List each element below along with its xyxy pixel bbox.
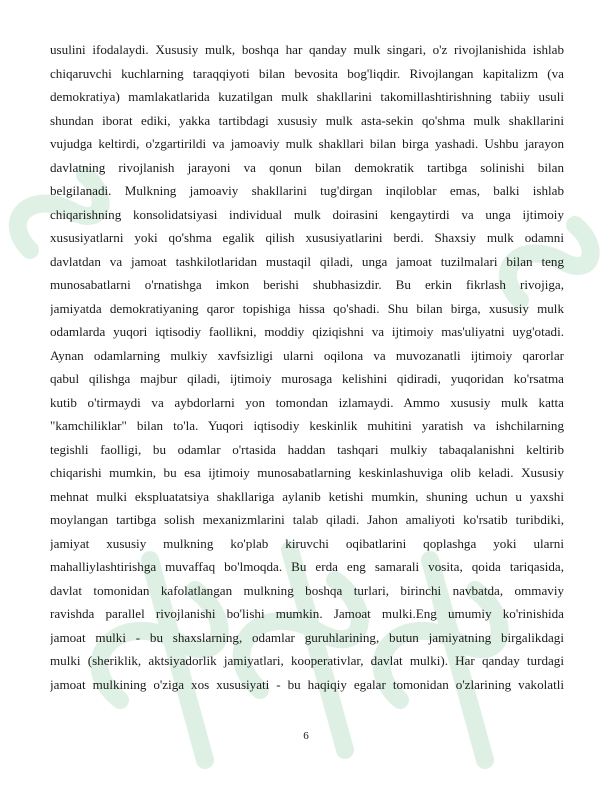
text-line: odamlarda yuqori iqtisodiy faollikni, moddiy qiziqishni va ijtimoiy mas'uliyatni uyg'otadi. <box>50 324 564 339</box>
text-line: davlat tomonidan kafolatlangan mulkning boshqa turlari, birinchi navbatda, ommaviy <box>50 582 564 598</box>
text-line: chiqarishning konsolidatsiyasi individual mulk doirasini kengaytirdi va unga ijtimoiy <box>50 206 564 222</box>
text-line: chiqarishi mumkin, bu esa ijtimoiy munosabatlarning keskinlashuviga olib keladi. Xususiy <box>50 465 564 480</box>
text-line: kutib o'tirmaydi va aybdorlarni yon tomondan izlamaydi. Ammo xususiy mulk katta <box>50 394 564 410</box>
text-line: belgilanadi. Mulkning jamoaviy shakllarini tug'dirgan inqiloblar emas, balki ishlab <box>50 183 564 198</box>
text-line: mulki (sheriklik, aktsiyadorlik jamiyatlari, kooperativlar, davlat mulki). Har qanday turdagi <box>50 653 564 668</box>
page-number: 6 <box>303 730 309 742</box>
text-line: jamoat mulkining o'ziga xos xususiyati - bu haqiqiy egalar tomonidan o'zlarining vakolatli <box>50 676 564 692</box>
text-line: demokratiya) mamlakatlarida kuzatilgan mulk shakllarini takomillashtirishning tabiiy usuli <box>50 89 564 104</box>
text-line: munosabatlarni o'rnatishga imkon berishi shubhasizdir. Bu erkin fikrlash rivojiga, <box>50 277 564 292</box>
body-text <box>50 38 564 696</box>
text-line: davlatning rivojlanish jarayoni va qonun bilan demokratik tartibga solinishi bilan <box>50 159 564 175</box>
text-line: xususiyatlarni yoki qo'shma egalik qilish xususiyatlarini berdi. Shaxsiy mulk odamni <box>50 230 564 245</box>
text-line: moylangan tartibga solish mexanizmlarini talab qiladi. Jahon amaliyoti ko'rsatib turibdiki, <box>50 512 564 527</box>
text-line: mahalliylashtirishga muvaffaq bo'lmoqda. Bu erda eng samarali vosita, qoida tariqasida, <box>50 559 564 574</box>
text-line: qabul qilishga majbur qiladi, ijtimoiy murosaga kelishini qidiradi, yuqoridan ko'rsatma <box>50 371 564 386</box>
text-line: tegishli faolligi, bu odamlar o'rtasida haddan tashqari mulkiy tabaqalanishni keltirib <box>50 441 564 457</box>
text-line: "kamchiliklar" bilan to'la. Yuqori iqtisodiy keskinlik muhitini yaratish va ishchilarning <box>50 418 564 433</box>
text-line: jamiyatda demokratiyaning qaror topishiga hissa qo'shadi. Shu bilan birga, xususiy mulk <box>50 300 564 316</box>
text-line: chiqaruvchi kuchlarning taraqqiyoti bilan bevosita bog'liqdir. Rivojlangan kapitalizm (va <box>50 65 564 81</box>
text-line: jamoat mulki - bu shaxslarning, odamlar guruhlarining, butun jamiyatning birgalikdagi <box>50 629 564 645</box>
text-line: mehnat mulki ekspluatatsiya shakllariga aylanib ketishi mumkin, shuning uchun u yaxshi <box>50 488 564 504</box>
text-line: davlatdan va jamoat tashkilotlaridan mustaqil qiladi, unga jamoat tuzilmalari bilan teng <box>50 253 564 269</box>
text-line: shundan iborat ediki, yakka tartibdagi xususiy mulk asta-sekin qo'shma mulk shakllarini <box>50 112 564 128</box>
text-line: ravishda parallel rivojlanishi bo'lishi mumkin. Jamoat mulki.Eng umumiy ko'rinishida <box>50 606 564 621</box>
text-line: vujudga keltirdi, o'zgartirildi va jamoaviy mulk shakllari bilan birga yashadi. Ushbu jarayon <box>50 136 564 151</box>
text-line: usulini ifodalaydi. Xususiy mulk, boshqa har qanday mulk singari, o'z rivojlanishida ishlab <box>50 42 564 57</box>
text-line: jamiyat xususiy mulkning ko'plab kiruvchi oqibatlarini qoplashga yoki ularni <box>50 535 564 551</box>
text-line: Aynan odamlarning mulkiy xavfsizligi ularni oqilona va muvozanatli ijtimoiy qarorlar <box>50 347 564 363</box>
